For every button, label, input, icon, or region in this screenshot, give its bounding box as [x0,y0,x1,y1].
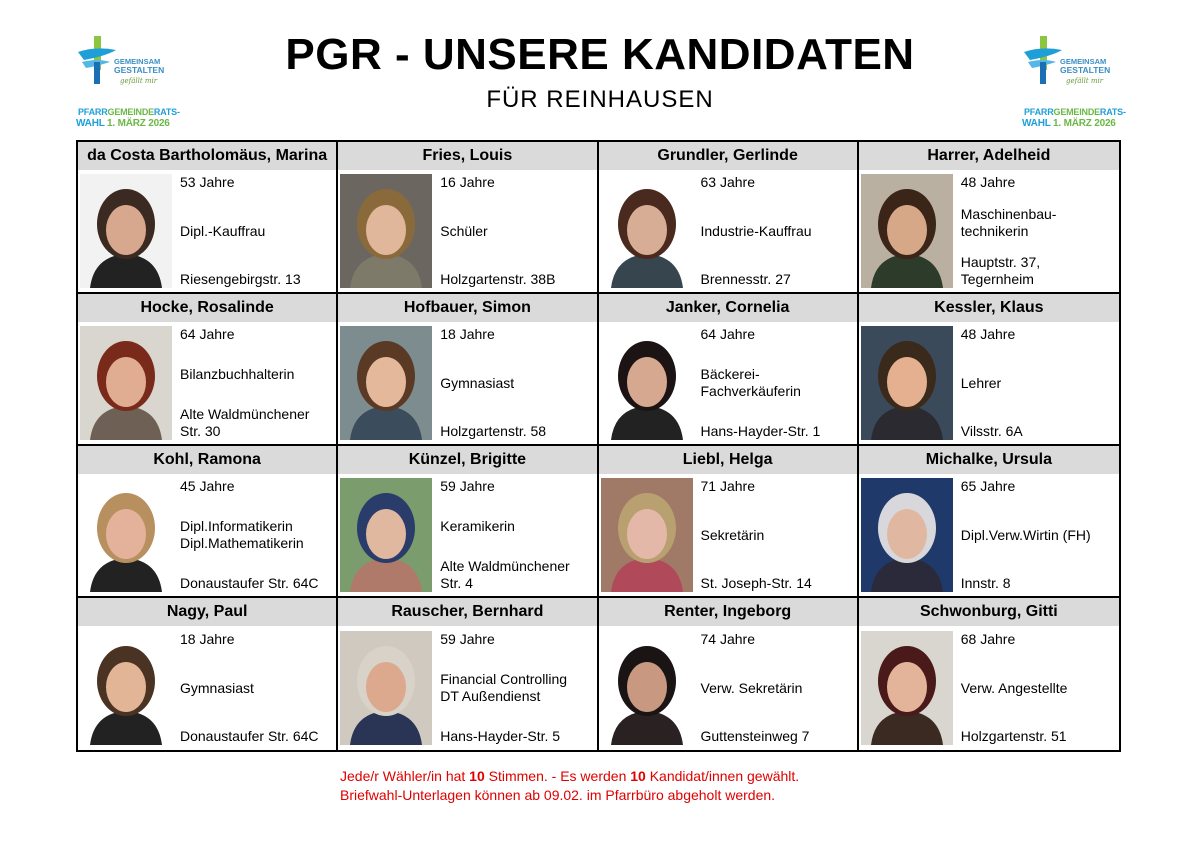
candidate-job: Bäckerei- Fachverkäuferin [700,366,801,399]
candidate-name: Nagy, Paul [78,598,336,626]
candidate-name: Rauscher, Bernhard [338,598,596,626]
portrait-photo [340,478,432,592]
logo-wahl-line2: WAHL 1. MÄRZ 2026 [76,118,170,129]
logo-wahl-line2: WAHL 1. MÄRZ 2026 [1022,118,1116,129]
candidate-name: Kessler, Klaus [859,294,1119,322]
candidate-age: 45 Jahre [180,478,235,494]
candidate-age: 64 Jahre [180,326,235,342]
candidate-address: Holzgartenstr. 51 [960,728,1067,744]
candidate-body [859,626,1119,750]
candidate-job: Dipl.Informatikerin Dipl.Mathematikerin [180,518,304,551]
candidate-body [338,170,596,292]
candidate-card [599,142,859,294]
candidate-info [172,174,336,288]
candidate-job: Financial Controlling DT Außendienst [440,671,568,704]
candidate-body [78,626,336,750]
portrait-photo [80,631,172,745]
candidate-body [859,474,1119,596]
candidate-info [172,631,336,745]
candidate-age: 18 Jahre [180,631,235,647]
footer-line-1: Jede/r Wähler/in hat 10 Stimmen. - Es werden 10 Kandidat/innen gewählt. [340,768,800,784]
candidate-name: Michalke, Ursula [859,446,1119,474]
candidate-card [338,598,598,750]
candidate-photo [80,326,172,440]
candidate-info [953,174,1119,288]
candidate-body [599,626,857,750]
footer-line-2: Briefwahl-Unterlagen können ab 09.02. im Pfarrbüro abgeholt werden. [340,787,776,803]
candidate-age: 59 Jahre [440,478,495,494]
portrait-photo [601,326,693,440]
candidate-age: 16 Jahre [440,174,495,190]
candidate-name: Renter, Ingeborg [599,598,857,626]
candidate-card [599,294,859,446]
logo-text-gestalten: GESTALTEN [114,65,165,75]
candidate-job: Gymnasiast [180,679,254,696]
portrait-photo [340,326,432,440]
candidate-address: Donaustaufer Str. 64C [180,575,319,591]
candidate-age: 68 Jahre [960,631,1016,647]
candidate-address: Riesengebirgstr. 13 [180,271,301,287]
portrait-photo [601,631,693,745]
candidate-age: 53 Jahre [180,174,235,190]
candidate-info [432,174,596,288]
candidate-age: 63 Jahre [700,174,755,190]
candidate-grid [76,140,1121,752]
candidate-job: Sekretärin [700,526,765,543]
candidate-photo [340,174,432,288]
candidate-name: Janker, Cornelia [599,294,857,322]
candidate-name: da Costa Bartholomäus, Marina [78,142,336,170]
candidate-photo [80,631,172,745]
candidate-body [599,322,857,444]
candidate-address: Alte Waldmünchener Str. 4 [440,558,570,591]
candidate-card [338,294,598,446]
page-title: PGR - UNSERE KANDIDATEN [285,30,915,79]
portrait-photo [861,478,953,592]
portrait-photo [861,174,953,288]
candidate-photo [80,174,172,288]
candidate-card [338,142,598,294]
candidate-job: Gymnasiast [440,374,515,391]
candidate-photo [861,631,953,745]
logo-text-gestalten: GESTALTEN [1060,65,1111,75]
candidate-job: Schüler [440,222,488,239]
candidate-body [859,322,1119,444]
candidate-name: Künzel, Brigitte [338,446,596,474]
candidate-address: Innstr. 8 [960,575,1011,591]
candidate-card [78,446,338,598]
candidate-card [599,446,859,598]
candidate-body [599,170,857,292]
portrait-photo [80,326,172,440]
candidate-card [859,598,1119,750]
candidate-info [172,478,336,592]
candidate-body [78,170,336,292]
logo-text-gemeinsam: GEMEINSAM [114,57,161,66]
footer-note [340,767,799,805]
candidate-age: 64 Jahre [700,326,755,342]
candidate-job: Lehrer [960,374,1002,391]
candidate-name: Grundler, Gerlinde [599,142,857,170]
candidate-address: Brennesstr. 27 [700,271,791,287]
candidate-name: Fries, Louis [338,142,596,170]
candidate-photo [861,174,953,288]
candidate-job: Bilanzbuchhalterin [180,366,295,382]
portrait-photo [601,478,693,592]
candidate-name: Harrer, Adelheid [859,142,1119,170]
candidate-address: Alte Waldmünchener Str. 30 [180,406,310,439]
candidate-address: Hauptstr. 37, Tegernheim [960,254,1041,287]
candidate-address: Vilsstr. 6A [960,423,1023,439]
portrait-photo [80,478,172,592]
candidate-card [78,598,338,750]
candidate-age: 48 Jahre [960,326,1016,342]
candidate-info [693,326,857,440]
candidate-name: Schwonburg, Gitti [859,598,1119,626]
candidate-age: 48 Jahre [960,174,1016,190]
logo-wahl-line1: PFARRGEMEINDERATS- [78,107,180,117]
candidate-card [859,294,1119,446]
portrait-photo [80,174,172,288]
candidate-card [599,598,859,750]
candidate-job: Keramikerin [440,518,515,534]
candidate-info [432,631,596,745]
candidate-body [859,170,1119,292]
candidate-info [693,174,857,288]
candidate-info [953,631,1119,745]
candidate-info [693,631,857,745]
candidate-info [953,478,1119,592]
candidate-photo [601,326,693,440]
portrait-photo [340,174,432,288]
candidate-address: Guttensteinweg 7 [700,728,810,744]
candidate-age: 65 Jahre [960,478,1016,494]
portrait-photo [861,326,953,440]
logo-text-gefaellt: gefällt mir [1066,77,1104,85]
candidate-job: Verw. Angestellte [960,679,1068,696]
candidate-info [172,326,336,440]
logo-text-gemeinsam: GEMEINSAM [1060,57,1107,66]
portrait-photo [340,631,432,745]
page-subtitle: FÜR REINHAUSEN [486,86,714,113]
candidate-name: Kohl, Ramona [78,446,336,474]
candidate-photo [340,326,432,440]
logo-wahl-line1: PFARRGEMEINDERATS- [1024,107,1126,117]
candidate-name: Hocke, Rosalinde [78,294,336,322]
candidate-card [338,446,598,598]
candidate-address: Holzgartenstr. 58 [440,423,547,439]
logo-text-gefaellt: gefällt mir [120,77,158,85]
candidate-body [338,322,596,444]
candidate-job: Dipl.-Kauffrau [180,222,266,239]
candidate-info [432,478,596,592]
candidate-info [953,326,1119,440]
candidate-photo [601,174,693,288]
candidate-info [432,326,596,440]
candidate-photo [861,478,953,592]
candidate-address: Donaustaufer Str. 64C [180,728,319,744]
candidate-body [338,626,596,750]
candidate-photo [601,478,693,592]
candidate-age: 74 Jahre [700,631,755,647]
candidate-photo [861,326,953,440]
candidate-card [78,142,338,294]
candidate-photo [80,478,172,592]
candidate-name: Hofbauer, Simon [338,294,596,322]
candidate-body [78,322,336,444]
candidate-info [693,478,857,592]
candidate-age: 59 Jahre [440,631,495,647]
candidate-address: Hans-Hayder-Str. 5 [440,728,561,744]
candidate-card [859,142,1119,294]
candidate-address: Hans-Hayder-Str. 1 [700,423,821,439]
candidate-job: Verw. Sekretärin [700,679,803,696]
candidate-card [78,294,338,446]
candidate-address: Holzgartenstr. 38B [440,271,556,287]
candidate-body [599,474,857,596]
candidate-age: 71 Jahre [700,478,755,494]
candidate-photo [340,478,432,592]
candidate-age: 18 Jahre [440,326,495,342]
candidate-body [78,474,336,596]
candidate-card [859,446,1119,598]
candidate-address: St. Joseph-Str. 14 [700,575,812,591]
candidate-job: Industrie-Kauffrau [700,222,812,239]
candidate-name: Liebl, Helga [599,446,857,474]
candidate-body [338,474,596,596]
candidate-photo [601,631,693,745]
portrait-photo [601,174,693,288]
candidate-job: Maschinenbau- technikerin [960,205,1057,239]
candidate-job: Dipl.Verw.Wirtin (FH) [960,526,1091,543]
candidate-photo [340,631,432,745]
portrait-photo [861,631,953,745]
